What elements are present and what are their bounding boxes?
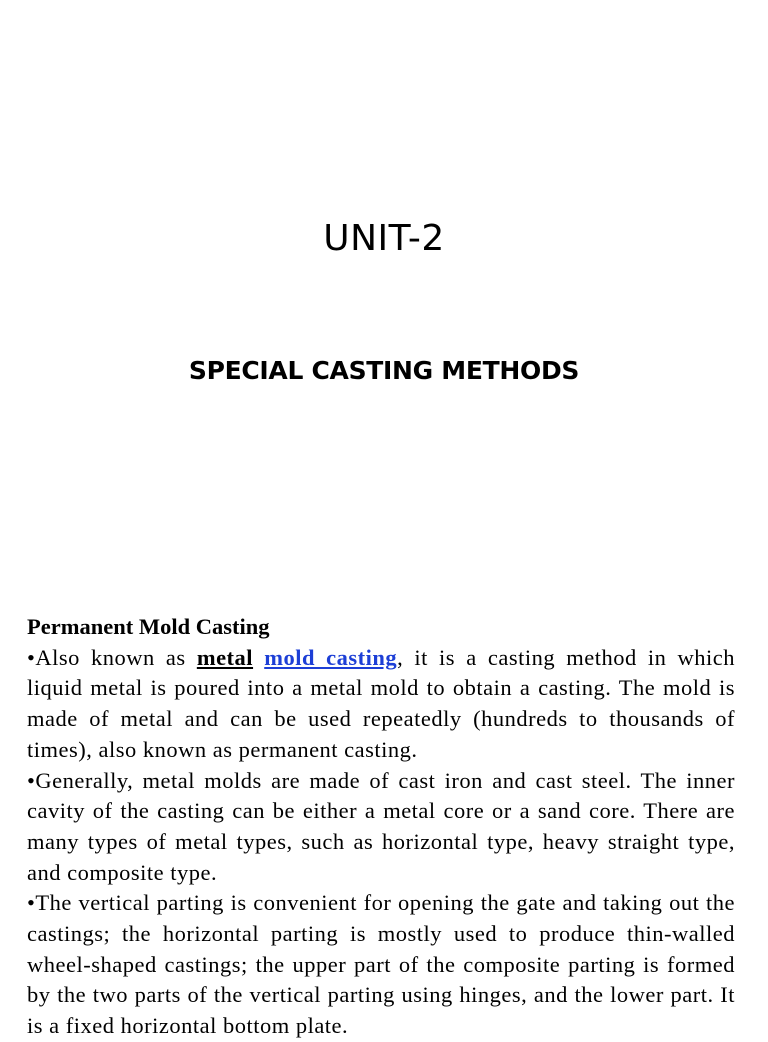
- paragraph-parting: •The vertical parting is convenient for opening the gate and taking out the castings; the horizontal parting is mostly used to produce thin-walled wheel-shaped castings; the upper part of the composite parting is formed by the two parts of the vertical parting using hinges, and the lower part. It is a fixed horizontal bottom plate.: [27, 890, 735, 1039]
- keyword-metal: metal: [196, 644, 254, 670]
- paragraph-materials: •Generally, metal molds are made of cast iron and cast steel. The inner cavity of the casting can be either a metal core or a sand core. There are many types of metal types, such as horizontal type, heavy straight type, and composite type.: [27, 767, 735, 885]
- paragraph-intro-suffix: , it is a casting method in which liquid metal is poured into a metal mold to obtain a casting. The mold is made of metal and can be used repeatedly (hundreds to thousands of times), also known as permanent casting.: [27, 644, 735, 762]
- paragraph-intro-prefix: •Also known as: [27, 644, 197, 670]
- unit-title: UNIT-2: [323, 218, 445, 259]
- slide-subtitle: SPECIAL CASTING METHODS: [188, 356, 580, 385]
- paragraph-intro: [27, 643, 735, 766]
- mold-casting-link[interactable]: mold casting: [264, 644, 398, 670]
- content-page: [27, 612, 735, 1042]
- section-heading: Permanent Mold Casting: [27, 614, 270, 639]
